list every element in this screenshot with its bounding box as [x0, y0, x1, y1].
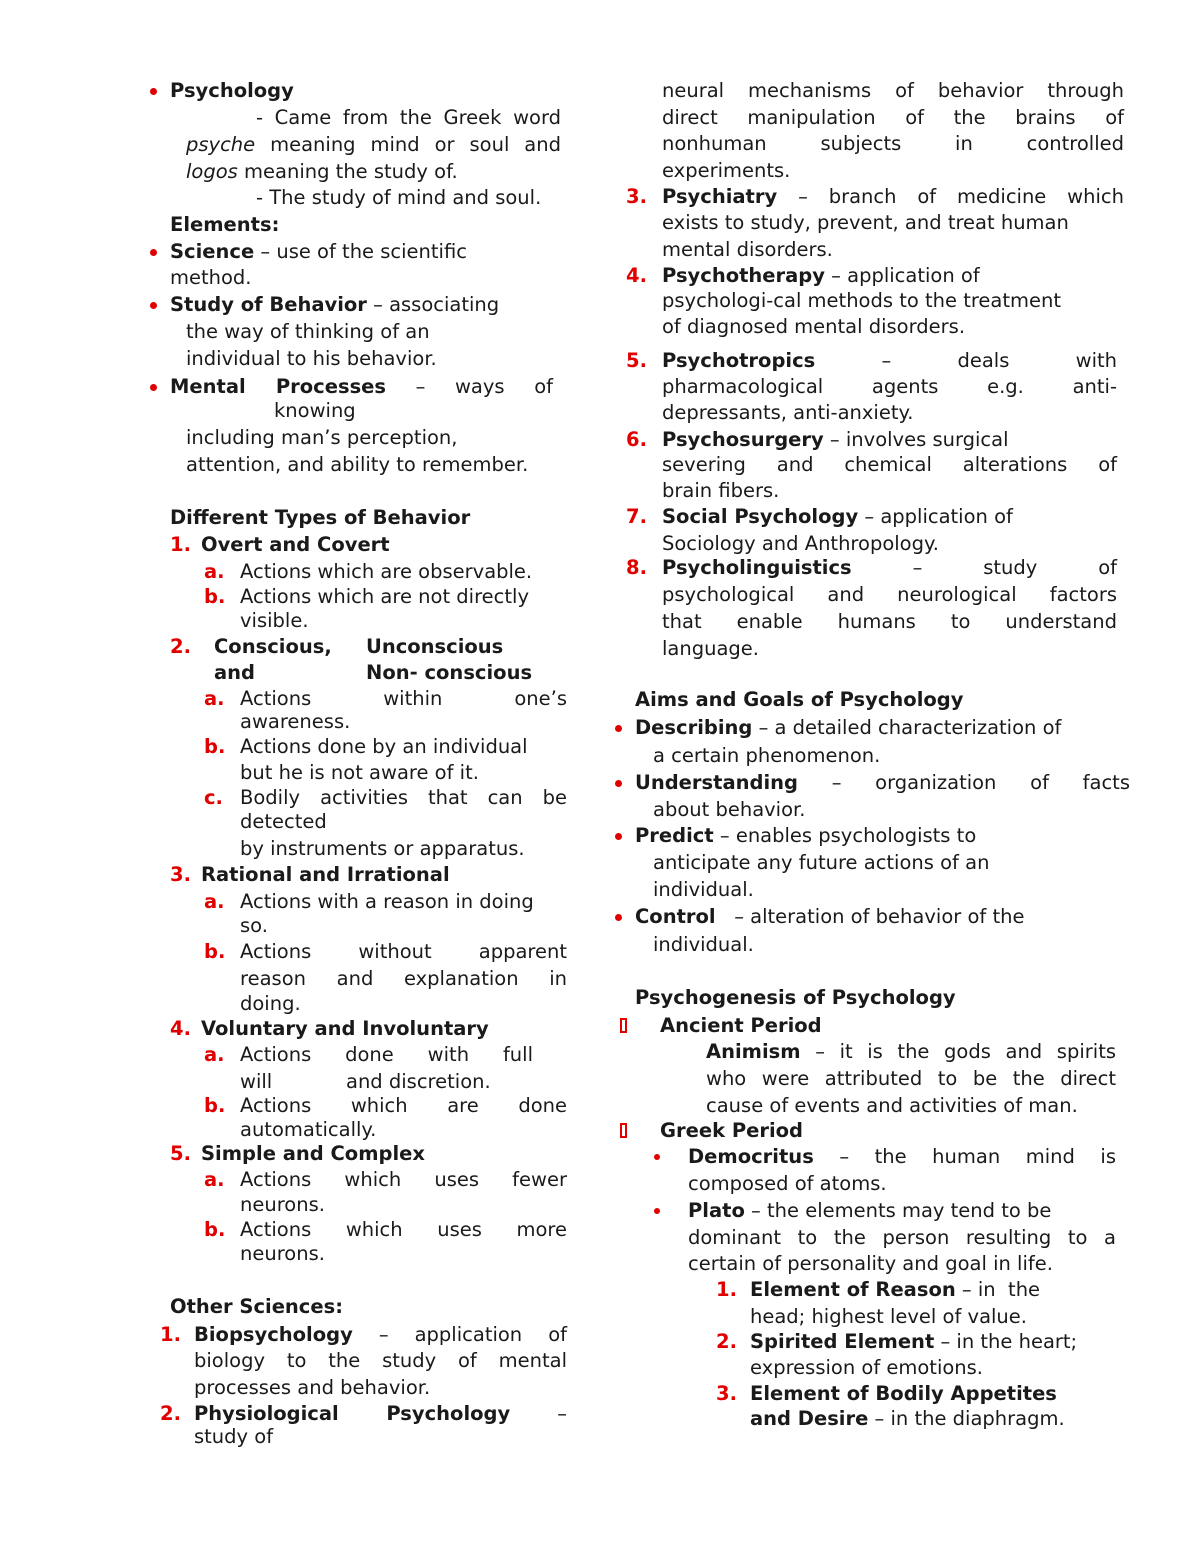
text-span: the way of thinking of an — [186, 320, 430, 343]
bullet-icon — [150, 302, 157, 309]
text-span: - The study of mind and soul. — [256, 186, 542, 209]
list-marker: 6. — [626, 428, 647, 451]
bold-term: and Desire — [750, 1407, 869, 1430]
list-marker: a. — [204, 687, 225, 710]
bold-term: Greek Period — [660, 1119, 804, 1142]
list-marker: 3. — [716, 1382, 737, 1405]
text-span: brain fibers. — [662, 479, 780, 502]
text-span: including man’s perception, — [186, 426, 458, 449]
bold-term: Science — [170, 240, 255, 263]
text-span: Actions which uses fewer — [240, 1168, 567, 1191]
text-span: awareness. — [240, 710, 351, 733]
list-marker: a. — [204, 1168, 225, 1191]
text-span: Actions which are done — [240, 1094, 567, 1117]
list-marker: 5. — [626, 349, 647, 372]
text-span: automatically. — [240, 1118, 377, 1141]
text-span: – in the diaphragm. — [868, 1407, 1065, 1430]
text-span: but he is not aware of it. — [240, 761, 479, 784]
bullet-icon — [150, 88, 157, 95]
text-span: severing and chemical alterations of — [662, 453, 1117, 476]
text-span: composed of atoms. — [688, 1172, 887, 1195]
text-span: Actions within one’s — [240, 687, 567, 710]
text-span: individual to his behavior. — [186, 347, 437, 370]
text-span: – study of — [851, 556, 1117, 579]
bold-term: Understanding — [635, 771, 798, 794]
text-span: that enable humans to understand — [662, 610, 1117, 633]
list-marker: a. — [204, 560, 225, 583]
text-span: direct manipulation of the brains of — [662, 106, 1124, 129]
italic-term: logos — [186, 160, 238, 183]
square-bullet-icon — [620, 1123, 627, 1138]
text-span: attention, and ability to remember. — [186, 453, 529, 476]
list-marker: 8. — [626, 556, 647, 579]
bullet-icon — [150, 249, 157, 256]
text-span: dominant to the person resulting to a — [688, 1226, 1116, 1249]
bold-term: Other Sciences: — [170, 1295, 343, 1318]
bold-term: Elements: — [170, 213, 280, 236]
text-span: of diagnosed mental disorders. — [662, 315, 966, 338]
text-span: cause of events and activities of man. — [706, 1094, 1078, 1117]
bullet-icon — [654, 1208, 660, 1214]
text-span: Actions done with full — [240, 1043, 533, 1066]
text-span: psychological and neurological factors — [662, 583, 1117, 606]
bullet-icon — [654, 1154, 660, 1160]
text-span: and discretion. — [346, 1070, 491, 1093]
text-span: – ways of — [386, 375, 553, 398]
bold-term: Psychosurgery — [662, 428, 824, 451]
bold-term: Biopsychology — [194, 1323, 353, 1346]
text-span: individual. — [653, 878, 754, 901]
bold-term: Animism — [706, 1040, 801, 1063]
text-span: – — [510, 1402, 568, 1425]
text-span: neurons. — [240, 1242, 325, 1265]
square-bullet-icon — [620, 1018, 627, 1033]
bold-term: Psychotropics — [662, 349, 816, 372]
text-span: – associating — [366, 293, 500, 316]
bold-term: Psycholinguistics — [662, 556, 852, 579]
text-span: Bodily activities that can be — [240, 786, 567, 809]
bold-term: Simple and Complex — [201, 1142, 425, 1165]
text-span: - Came from the Greek word — [256, 106, 561, 129]
list-marker: a. — [204, 1043, 225, 1066]
bullet-icon — [615, 914, 622, 921]
list-marker: b. — [204, 735, 226, 758]
text-span: Actions done by an individual — [240, 735, 528, 758]
list-marker: 1. — [716, 1278, 737, 1301]
text-span: about behavior. — [653, 798, 806, 821]
text-span: – application of — [858, 505, 1013, 528]
text-span: who were attributed to be the direct — [706, 1067, 1116, 1090]
text-span: head; highest level of value. — [750, 1305, 1027, 1328]
bold-term: Conscious, — [214, 635, 332, 658]
text-span: – organization of facts — [797, 771, 1130, 794]
text-span: doing. — [240, 992, 301, 1015]
bullet-icon — [615, 725, 622, 732]
bold-term: and — [214, 661, 255, 684]
text-span: – the human mind is — [813, 1145, 1116, 1168]
text-span: will — [240, 1070, 273, 1093]
text-span: – in the heart; — [934, 1330, 1078, 1353]
bold-term: Overt and Covert — [201, 533, 390, 556]
bold-term: Different Types of Behavior — [170, 506, 471, 529]
list-marker: 4. — [626, 264, 647, 287]
bold-term: Social Psychology — [662, 505, 859, 528]
text-span: language. — [662, 637, 759, 660]
list-marker: 2. — [170, 635, 191, 658]
bold-term: Mental Processes — [170, 375, 387, 398]
bold-term: Rational and Irrational — [201, 863, 450, 886]
text-span: meaning mind or soul and — [255, 133, 561, 156]
bold-term: Psychiatry — [662, 185, 778, 208]
text-span: certain of personality and goal in life. — [688, 1252, 1053, 1275]
bold-term: Control — [635, 905, 716, 928]
bullet-icon — [615, 833, 622, 840]
bullet-icon — [615, 780, 622, 787]
text-span: – deals with — [815, 349, 1117, 372]
list-marker: b. — [204, 1218, 226, 1241]
bold-term: Describing — [635, 716, 753, 739]
bold-term: Non- conscious — [366, 661, 533, 684]
list-marker: a. — [204, 890, 225, 913]
text-span: – in the — [955, 1278, 1041, 1301]
bold-term: Predict — [635, 824, 714, 847]
text-span: anticipate any future actions of an — [653, 851, 990, 874]
bold-term: Democritus — [688, 1145, 814, 1168]
bold-term: Voluntary and Involuntary — [201, 1017, 489, 1040]
text-span: mental disorders. — [662, 238, 833, 261]
text-span: Actions with a reason in doing — [240, 890, 534, 913]
text-span: Actions which uses more — [240, 1218, 567, 1241]
text-span: processes and behavior. — [194, 1376, 431, 1399]
text-span: – use of the scientific — [254, 240, 467, 263]
bold-term: Psychology — [170, 79, 294, 102]
list-marker: 3. — [170, 863, 191, 886]
text-span: depressants, anti-anxiety. — [662, 401, 914, 424]
text-span: – alteration of behavior of the — [715, 905, 1025, 928]
text-span: Sociology and Anthropology. — [662, 532, 939, 555]
text-span: a certain phenomenon. — [653, 744, 881, 767]
text-span: detected — [240, 810, 327, 833]
text-span: Actions without apparent — [240, 940, 567, 963]
bold-term: Physiological Psychology — [194, 1402, 511, 1425]
text-span: biology to the study of mental — [194, 1349, 567, 1372]
list-marker: 7. — [626, 505, 647, 528]
text-span: by instruments or apparatus. — [240, 837, 525, 860]
text-span: – application of — [824, 264, 980, 287]
list-marker: 4. — [170, 1017, 191, 1040]
text-span: visible. — [240, 609, 309, 632]
text-span: knowing — [274, 399, 356, 422]
bold-term: Aims and Goals of Psychology — [635, 688, 964, 711]
text-span: – involves surgical — [823, 428, 1009, 451]
text-span: – it is the gods and spirits — [800, 1040, 1116, 1063]
text-span: pharmacological agents e.g. anti- — [662, 375, 1117, 398]
text-span: meaning the study of. — [237, 160, 458, 183]
text-span: Actions which are observable. — [240, 560, 533, 583]
text-span: expression of emotions. — [750, 1356, 984, 1379]
list-marker: 5. — [170, 1142, 191, 1165]
list-marker: b. — [204, 585, 226, 608]
bold-term: Element of Bodily Appetites — [750, 1382, 1057, 1405]
bold-term: Ancient Period — [660, 1014, 822, 1037]
list-marker: b. — [204, 1094, 226, 1117]
text-span: psychologi-cal methods to the treatment — [662, 289, 1062, 312]
list-marker: 3. — [626, 185, 647, 208]
bold-term: Plato — [688, 1199, 745, 1222]
text-span: exists to study, prevent, and treat human — [662, 211, 1069, 234]
text-span: – a detailed characterization of — [752, 716, 1062, 739]
text-span: – enables psychologists to — [713, 824, 977, 847]
bullet-icon — [150, 384, 157, 391]
bold-term: Psychogenesis of Psychology — [635, 986, 956, 1009]
text-span: method. — [170, 266, 252, 289]
text-span: individual. — [653, 933, 754, 956]
bold-term: Spirited Element — [750, 1330, 935, 1353]
list-marker: 1. — [170, 533, 191, 556]
list-marker: b. — [204, 940, 226, 963]
bold-term: Unconscious — [366, 635, 504, 658]
bold-term: Study of Behavior — [170, 293, 367, 316]
list-marker: 2. — [716, 1330, 737, 1353]
text-span: – branch of medicine which — [777, 185, 1124, 208]
text-span: – application of — [352, 1323, 567, 1346]
text-span: – the elements may tend to be — [744, 1199, 1052, 1222]
text-span: nonhuman subjects in controlled — [662, 132, 1124, 155]
italic-term: psyche — [186, 133, 256, 156]
text-span: reason and explanation in — [240, 967, 567, 990]
text-span: study of — [194, 1425, 274, 1448]
list-marker: c. — [204, 786, 223, 809]
text-span: neurons. — [240, 1193, 325, 1216]
list-marker: 2. — [160, 1402, 181, 1425]
text-span: experiments. — [662, 159, 791, 182]
text-span: Actions which are not directly — [240, 585, 530, 608]
bold-term: Psychotherapy — [662, 264, 825, 287]
text-span: so. — [240, 914, 268, 937]
bold-term: Element of Reason — [750, 1278, 956, 1301]
list-marker: 1. — [160, 1323, 181, 1346]
text-span: neural mechanisms of behavior through — [662, 79, 1124, 102]
